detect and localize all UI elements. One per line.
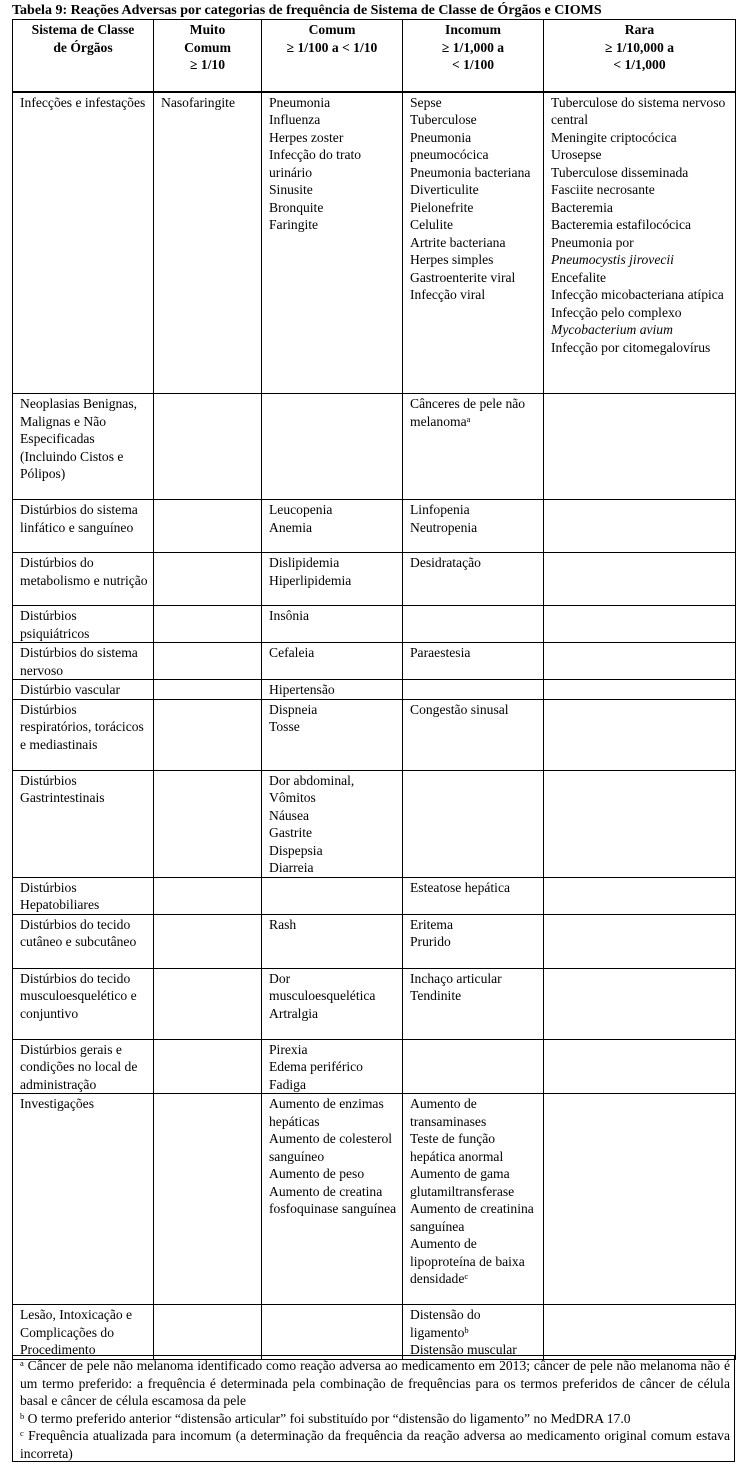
cell-common — [262, 770, 403, 877]
footnote — [20, 1357, 730, 1410]
reaction-text: Dislipidemia — [269, 555, 340, 570]
cell-system-organ-class: Distúrbios do tecido musculoesquelético e conjuntivo — [13, 968, 154, 1039]
cell-uncommon — [403, 500, 544, 553]
reaction-item — [551, 234, 731, 252]
reaction-item — [551, 339, 731, 357]
reaction-text: Aumento de creatinina sanguínea — [410, 1201, 534, 1234]
reaction-text: Linfopenia — [410, 502, 470, 517]
reaction-item — [269, 554, 398, 572]
reaction-item — [269, 199, 398, 217]
reaction-text: Pneumonia pneumocócica — [410, 129, 489, 162]
cell-common — [262, 606, 403, 643]
reaction-text: Anemia — [269, 519, 313, 535]
reaction-text: Distensão muscular — [410, 1342, 517, 1357]
cell-very-common — [154, 1305, 262, 1360]
cell-system-organ-class: Distúrbios Gastrintestinais — [13, 770, 154, 877]
reaction-item — [410, 286, 539, 304]
reaction-item — [269, 970, 398, 1005]
cell-rare — [544, 968, 736, 1039]
cell-uncommon — [403, 394, 544, 500]
cell-very-common — [154, 914, 262, 968]
header-line: ≥ 1/10 — [189, 57, 226, 72]
cell-uncommon — [403, 643, 544, 680]
reaction-text: Dor abdominal, — [269, 772, 355, 788]
reaction-text: Desidratação — [410, 555, 481, 570]
reaction-item — [269, 789, 398, 807]
reaction-item — [269, 1076, 398, 1094]
reaction-item — [269, 129, 398, 147]
reaction-item — [551, 164, 731, 182]
header-line: Incomum — [445, 22, 501, 37]
reaction-text: Aumento de lipoproteína de baixa densidade — [410, 1236, 525, 1286]
cell-rare — [544, 643, 736, 680]
reaction-item — [269, 842, 398, 860]
cell-system-organ-class: Distúrbios do sistema nervoso — [13, 643, 154, 680]
table-row — [13, 1094, 736, 1305]
cell-system-organ-class: Investigações — [13, 1094, 154, 1305]
reaction-text: Distensão do ligamento — [410, 1307, 481, 1340]
reaction-text: Pneumonia por — [551, 234, 634, 250]
reaction-item — [410, 1306, 539, 1341]
reaction-text: Infecção do trato urinário — [269, 147, 362, 180]
table-row — [13, 699, 736, 770]
reaction-text: Leucopenia — [269, 502, 333, 517]
cell-rare — [544, 500, 736, 553]
reaction-text: Bacteremia — [551, 199, 613, 215]
cell-uncommon — [403, 553, 544, 606]
footnotes — [12, 1355, 735, 1462]
cell-very-common — [154, 553, 262, 606]
footnote-marker: b — [464, 1324, 469, 1335]
cell-rare — [544, 1305, 736, 1360]
cell-common — [262, 1094, 403, 1305]
footnote-mark: a — [20, 1358, 24, 1368]
reaction-item — [410, 644, 539, 662]
cell-very-common — [154, 680, 262, 700]
table-row — [13, 394, 736, 500]
header-line: < 1/1,000 — [613, 57, 666, 72]
reaction-item — [269, 519, 398, 537]
reaction-text: Bronquite — [269, 199, 324, 215]
reaction-text: Hiperlipidemia — [269, 572, 352, 588]
reaction-text: Prurido — [410, 934, 451, 949]
reaction-item — [410, 1095, 539, 1130]
reaction-text: Nasofaringite — [161, 94, 235, 110]
reaction-item — [269, 501, 398, 519]
cell-common — [262, 914, 403, 968]
reaction-item — [410, 216, 539, 234]
cell-very-common — [154, 699, 262, 770]
footnote-text: Câncer de pele não melanoma identificado como reação adversa ao medicamento em 2013; câncer de pele não melanoma não é um termo preferido: a frequência é determinada pela combinação de frequências para os termos preferidos de câncer de célula basal e câncer de célula escamosa da pele — [20, 1358, 730, 1408]
cell-very-common — [154, 643, 262, 680]
reaction-text: Tosse — [269, 719, 300, 734]
reaction-text: Cefaleia — [269, 645, 315, 660]
reaction-item — [269, 607, 398, 625]
reaction-item — [410, 199, 539, 217]
reaction-item — [551, 129, 731, 147]
reaction-item — [269, 181, 398, 199]
table-row — [13, 914, 736, 968]
reaction-item — [161, 94, 257, 112]
cell-common — [262, 394, 403, 500]
cell-rare — [544, 770, 736, 877]
reaction-item — [551, 216, 731, 234]
reaction-item — [410, 933, 539, 951]
cell-rare — [544, 877, 736, 914]
reaction-item — [269, 701, 398, 719]
cell-uncommon — [403, 877, 544, 914]
table-header-row — [13, 20, 736, 92]
reaction-text: Urosepse — [551, 147, 602, 162]
cell-common — [262, 680, 403, 700]
cell-very-common — [154, 92, 262, 394]
header-uncommon — [403, 20, 544, 92]
reaction-text: Sinusite — [269, 182, 313, 197]
reaction-text: Dor musculoesquelética — [269, 970, 376, 1003]
header-line: < 1/100 — [451, 57, 495, 72]
reaction-item — [410, 1165, 539, 1200]
reaction-item — [410, 94, 539, 112]
footnote-marker: a — [466, 413, 471, 424]
reaction-item — [410, 501, 539, 519]
reaction-text: Influenza — [269, 112, 321, 127]
reaction-item — [269, 859, 398, 877]
cell-rare — [544, 914, 736, 968]
reaction-item — [410, 1200, 539, 1235]
reaction-item — [551, 251, 731, 269]
cell-uncommon — [403, 680, 544, 700]
cell-system-organ-class: Infecções e infestações — [13, 92, 154, 394]
header-line: Rara — [624, 22, 655, 37]
reaction-text: Pneumonia bacteriana — [410, 164, 531, 180]
cell-uncommon — [403, 770, 544, 877]
reaction-item — [410, 916, 539, 934]
reaction-text: Faringite — [269, 217, 319, 232]
cell-system-organ-class: Distúrbio vascular — [13, 680, 154, 700]
footnote — [20, 1427, 730, 1462]
reaction-item — [551, 146, 731, 164]
reaction-text: Mycobacterium avium — [551, 322, 673, 337]
table-title: Tabela 9: Reações Adversas por categorias de frequência de Sistema de Classe de Órgãos e CIOMS — [12, 3, 602, 18]
reaction-text: Artrite bacteriana — [410, 234, 506, 250]
header-common — [262, 20, 403, 92]
table-row — [13, 643, 736, 680]
reaction-item — [269, 94, 398, 112]
reaction-text: Bacteremia estafilocócica — [551, 217, 692, 232]
reaction-text: Fasciite necrosante — [551, 182, 655, 197]
table-row — [13, 968, 736, 1039]
reaction-item — [551, 304, 731, 322]
cell-system-organ-class: Distúrbios do tecido cutâneo e subcutâneo — [13, 914, 154, 968]
table-row — [13, 680, 736, 700]
reaction-text: Pneumocystis jirovecii — [551, 252, 674, 267]
reaction-item — [410, 1235, 539, 1288]
reaction-text: Diarreia — [269, 860, 314, 875]
cell-system-organ-class: Distúrbios respiratórios, torácicos e mediastinais — [13, 699, 154, 770]
table-row — [13, 877, 736, 914]
reaction-item — [410, 879, 539, 897]
adverse-reactions-table — [12, 19, 736, 1360]
reaction-text: Artralgia — [269, 1005, 319, 1021]
cell-uncommon — [403, 968, 544, 1039]
reaction-item — [410, 129, 539, 164]
reaction-text: Diverticulite — [410, 182, 479, 197]
reaction-text: Infecção por citomegalovírus — [551, 339, 711, 355]
reaction-text: Eritema — [410, 916, 454, 932]
cell-system-organ-class: Distúrbios psiquiátricos — [13, 606, 154, 643]
reaction-text: Sepse — [410, 94, 442, 110]
reaction-text: Celulite — [410, 217, 454, 232]
reaction-text: Congestão sinusal — [410, 701, 509, 717]
reaction-text: Neutropenia — [410, 519, 478, 535]
cell-very-common — [154, 500, 262, 553]
reaction-item — [269, 1005, 398, 1023]
footnote-mark: c — [20, 1428, 24, 1438]
reaction-text: Rash — [269, 916, 297, 932]
cell-common — [262, 968, 403, 1039]
cell-system-organ-class: Lesão, Intoxicação e Complicações do Procedimento — [13, 1305, 154, 1360]
cell-rare — [544, 699, 736, 770]
reaction-item — [269, 572, 398, 590]
reaction-text: Teste de função hepática anormal — [410, 1131, 504, 1164]
reaction-text: Tendinite — [410, 988, 462, 1003]
cell-rare — [544, 394, 736, 500]
reaction-item — [269, 1041, 398, 1059]
reaction-item — [551, 199, 731, 217]
reaction-item — [410, 519, 539, 537]
reaction-text: Herpes zoster — [269, 129, 344, 145]
cell-very-common — [154, 770, 262, 877]
header-line: ≥ 1/10,000 a — [604, 39, 674, 55]
reaction-item — [410, 234, 539, 252]
reaction-item — [269, 1183, 398, 1218]
table-row — [13, 500, 736, 553]
cell-very-common — [154, 606, 262, 643]
footnote-marker: c — [464, 1271, 469, 1281]
reaction-text: Infecção pelo complexo — [551, 304, 682, 320]
reaction-text: Insônia — [269, 608, 310, 623]
reaction-item — [410, 269, 539, 287]
cell-system-organ-class: Distúrbios do sistema linfático e sanguíneo — [13, 500, 154, 553]
reaction-item — [410, 554, 539, 572]
reaction-item — [269, 1095, 398, 1130]
reaction-text: Pneumonia — [269, 94, 331, 110]
header-line: Comum — [308, 22, 356, 37]
reaction-item — [269, 718, 398, 736]
reaction-text: Dispneia — [269, 701, 318, 717]
header-line: de Órgãos — [53, 39, 113, 55]
cell-uncommon — [403, 699, 544, 770]
reaction-text: Infecção micobacteriana atípica — [551, 287, 724, 302]
cell-uncommon — [403, 914, 544, 968]
reaction-item — [269, 146, 398, 181]
reaction-item — [269, 681, 398, 699]
reaction-text: Aumento de transaminases — [410, 1096, 487, 1129]
reaction-text: Edema periférico — [269, 1059, 363, 1074]
cell-rare — [544, 606, 736, 643]
reaction-item — [410, 970, 539, 988]
reaction-text: Pirexia — [269, 1041, 308, 1057]
footnote-text: Frequência atualizada para incomum (a determinação da frequência da reação adversa ao medicamento original comum estava incorreta) — [20, 1428, 730, 1461]
header-line: Muito — [189, 22, 226, 37]
reaction-item — [269, 644, 398, 662]
table-row — [13, 553, 736, 606]
cell-common — [262, 1305, 403, 1360]
reaction-item — [269, 824, 398, 842]
reaction-text: Pielonefrite — [410, 199, 474, 215]
reaction-item — [551, 321, 731, 339]
reaction-text: Tuberculose do sistema nervoso central — [551, 94, 726, 127]
reaction-item — [410, 181, 539, 199]
table-row — [13, 1039, 736, 1094]
reaction-text: Esteatose hepática — [410, 879, 511, 895]
header-very-common — [154, 20, 262, 92]
cell-common — [262, 643, 403, 680]
reaction-item — [410, 701, 539, 719]
reaction-item — [410, 395, 539, 430]
header-line: ≥ 1/1,000 a — [441, 39, 505, 55]
reaction-item — [269, 216, 398, 234]
cell-uncommon — [403, 1094, 544, 1305]
header-line: Sistema de Classe — [31, 22, 135, 37]
cell-uncommon — [403, 1039, 544, 1094]
cell-common — [262, 877, 403, 914]
header-line: ≥ 1/100 a < 1/10 — [286, 39, 378, 55]
cell-common — [262, 699, 403, 770]
reaction-text: Náusea — [269, 807, 310, 823]
reaction-text: Vômitos — [269, 790, 316, 805]
reaction-text: Herpes simples — [410, 252, 494, 267]
reaction-item — [410, 164, 539, 182]
cell-rare — [544, 1039, 736, 1094]
cell-common — [262, 500, 403, 553]
reaction-text: Aumento de peso — [269, 1166, 365, 1181]
cell-system-organ-class: Distúrbios do metabolismo e nutrição — [13, 553, 154, 606]
cell-very-common — [154, 1039, 262, 1094]
reaction-text: Gastroenterite viral — [410, 269, 516, 285]
cell-very-common — [154, 877, 262, 914]
reaction-item — [551, 286, 731, 304]
reaction-item — [269, 916, 398, 934]
reaction-item — [551, 181, 731, 199]
reaction-text: Tuberculose — [410, 112, 477, 127]
reaction-item — [269, 1130, 398, 1165]
cell-rare — [544, 680, 736, 700]
cell-very-common — [154, 394, 262, 500]
table-body — [13, 92, 736, 1360]
footnote-text: O termo preferido anterior “distensão articular” foi substituído por “distensão do ligamento” no MedDRA 17.0 — [24, 1410, 631, 1426]
reaction-text: Cânceres de pele não melanoma — [410, 396, 526, 429]
reaction-text: Inchaço articular — [410, 970, 502, 986]
reaction-text: Infecção viral — [410, 287, 486, 302]
table-row — [13, 1305, 736, 1360]
cell-system-organ-class: Distúrbios gerais e condições no local de administração — [13, 1039, 154, 1094]
reaction-text: Gastrite — [269, 825, 313, 840]
table-row — [13, 92, 736, 394]
reaction-item — [269, 111, 398, 129]
header-rare — [544, 20, 736, 92]
reaction-text: Aumento de enzimas hepáticas — [269, 1096, 384, 1129]
header-line: Comum — [184, 39, 231, 55]
reaction-text: Aumento de colesterol sanguíneo — [269, 1131, 393, 1164]
reaction-item — [551, 94, 731, 129]
reaction-text: Hipertensão — [269, 682, 335, 697]
reaction-text: Aumento de creatina fosfoquinase sanguínea — [269, 1183, 397, 1216]
cell-common — [262, 553, 403, 606]
reaction-text: Fadiga — [269, 1076, 306, 1092]
cell-rare — [544, 553, 736, 606]
reaction-item — [410, 251, 539, 269]
cell-common — [262, 1039, 403, 1094]
reaction-item — [410, 987, 539, 1005]
reaction-text: Meningite criptocócica — [551, 129, 677, 145]
reaction-item — [269, 772, 398, 790]
footnote-mark: b — [20, 1410, 25, 1421]
reaction-item — [410, 1130, 539, 1165]
cell-very-common — [154, 968, 262, 1039]
reaction-text: Aumento de gama glutamiltransferase — [410, 1166, 515, 1199]
reaction-text: Tuberculose disseminada — [551, 164, 689, 180]
reaction-item — [410, 111, 539, 129]
cell-common — [262, 92, 403, 394]
cell-system-organ-class: Distúrbios Hepatobiliares — [13, 877, 154, 914]
reaction-text: Paraestesia — [410, 645, 471, 660]
reaction-text: Encefalite — [551, 269, 607, 285]
reaction-item — [551, 269, 731, 287]
cell-uncommon — [403, 1305, 544, 1360]
cell-rare — [544, 92, 736, 394]
cell-uncommon — [403, 92, 544, 394]
reaction-item — [269, 1165, 398, 1183]
reaction-item — [269, 807, 398, 825]
table-row — [13, 770, 736, 877]
reaction-text: Dispepsia — [269, 842, 323, 858]
footnote — [20, 1410, 730, 1428]
cell-system-organ-class: Neoplasias Benignas, Malignas e Não Especificadas (Incluindo Cistos e Pólipos) — [13, 394, 154, 500]
header-system-organ-class — [13, 20, 154, 92]
reaction-item — [269, 1058, 398, 1076]
cell-rare — [544, 1094, 736, 1305]
cell-uncommon — [403, 606, 544, 643]
table-row — [13, 606, 736, 643]
cell-very-common — [154, 1094, 262, 1305]
